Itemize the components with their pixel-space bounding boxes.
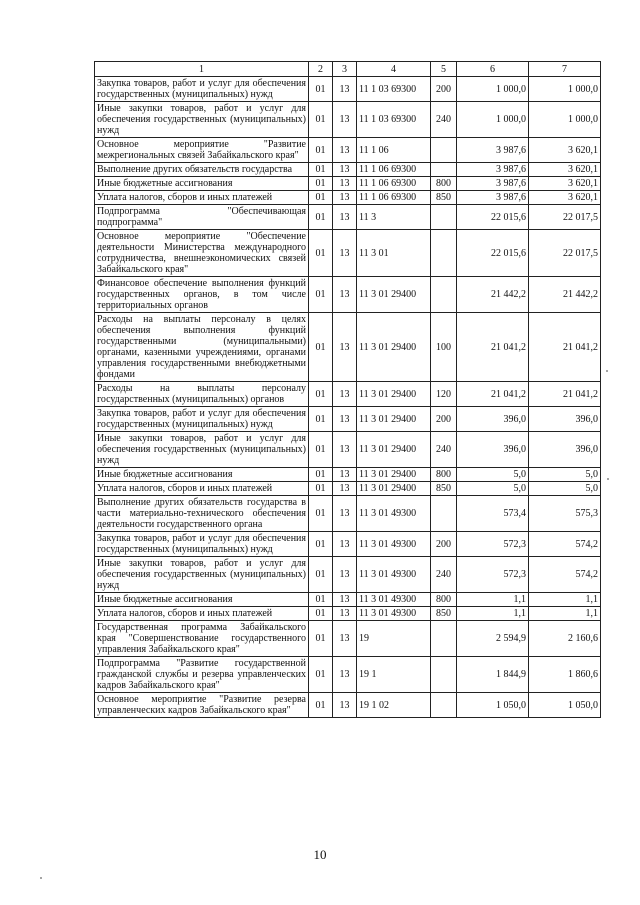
table-body: [95, 77, 601, 718]
cell-subsection: 13: [333, 693, 357, 718]
table-row: [95, 532, 601, 557]
cell-target-article: 11 3 01 29400: [357, 382, 431, 407]
table-row: [95, 191, 601, 205]
cell-amount-year-2: 3 620,1: [529, 177, 601, 191]
cell-expense-type: [431, 138, 457, 163]
cell-expense-type: 850: [431, 191, 457, 205]
cell-amount-year-2: 1 000,0: [529, 102, 601, 138]
cell-subsection: 13: [333, 230, 357, 277]
cell-subsection: 13: [333, 205, 357, 230]
cell-amount-year-1: 1,1: [457, 607, 529, 621]
cell-amount-year-1: 21 041,2: [457, 382, 529, 407]
cell-amount-year-2: 1 000,0: [529, 77, 601, 102]
cell-amount-year-2: 574,2: [529, 532, 601, 557]
cell-expense-type: [431, 163, 457, 177]
cell-expense-type: 800: [431, 468, 457, 482]
cell-section: 01: [309, 277, 333, 313]
cell-section: 01: [309, 313, 333, 382]
cell-subsection: 13: [333, 607, 357, 621]
cell-subsection: 13: [333, 532, 357, 557]
cell-target-article: 11 3 01 49300: [357, 496, 431, 532]
table-row: [95, 496, 601, 532]
table-row: [95, 621, 601, 657]
cell-name: Основное мероприятие "Обеспечение деятельности Министерства международного сотрудничества, внешнеэкономических связей Забайкальского края": [95, 230, 309, 277]
cell-section: 01: [309, 482, 333, 496]
cell-section: 01: [309, 177, 333, 191]
cell-name: Закупка товаров, работ и услуг для обеспечения государственных (муниципальных) нужд: [95, 532, 309, 557]
cell-section: 01: [309, 557, 333, 593]
cell-expense-type: 240: [431, 102, 457, 138]
cell-amount-year-2: 1 050,0: [529, 693, 601, 718]
cell-target-article: 11 1 03 69300: [357, 102, 431, 138]
cell-expense-type: 120: [431, 382, 457, 407]
col-header-6: 6: [457, 62, 529, 77]
table-row: [95, 277, 601, 313]
cell-expense-type: 200: [431, 407, 457, 432]
table-row: [95, 382, 601, 407]
cell-amount-year-2: 1 860,6: [529, 657, 601, 693]
table-row: [95, 163, 601, 177]
cell-section: 01: [309, 432, 333, 468]
cell-expense-type: [431, 621, 457, 657]
cell-amount-year-1: 572,3: [457, 557, 529, 593]
cell-expense-type: [431, 277, 457, 313]
cell-section: 01: [309, 693, 333, 718]
budget-table: [94, 61, 601, 718]
page-number: 10: [313, 847, 327, 862]
cell-name: Иные закупки товаров, работ и услуг для обеспечения государственных (муниципальных) нужд: [95, 102, 309, 138]
cell-section: 01: [309, 77, 333, 102]
table-row: [95, 607, 601, 621]
cell-section: 01: [309, 191, 333, 205]
cell-amount-year-1: 3 987,6: [457, 163, 529, 177]
cell-name: Уплата налогов, сборов и иных платежей: [95, 607, 309, 621]
cell-subsection: 13: [333, 138, 357, 163]
cell-amount-year-1: 1 844,9: [457, 657, 529, 693]
cell-amount-year-1: 21 041,2: [457, 313, 529, 382]
cell-amount-year-1: 1 000,0: [457, 77, 529, 102]
cell-subsection: 13: [333, 482, 357, 496]
cell-name: Государственная программа Забайкальского края "Совершенствование государственного управления Забайкальского края": [95, 621, 309, 657]
cell-name: Подпрограмма "Развитие государственной гражданской службы и резерва управленческих кадров Забайкальского края": [95, 657, 309, 693]
cell-section: 01: [309, 230, 333, 277]
cell-target-article: 11 3 01 49300: [357, 557, 431, 593]
table-row: [95, 482, 601, 496]
cell-amount-year-2: 21 041,2: [529, 313, 601, 382]
cell-amount-year-1: 573,4: [457, 496, 529, 532]
cell-name: Иные бюджетные ассигнования: [95, 593, 309, 607]
cell-amount-year-2: 574,2: [529, 557, 601, 593]
scan-speck: [606, 370, 608, 372]
cell-amount-year-1: 1,1: [457, 593, 529, 607]
cell-section: 01: [309, 102, 333, 138]
cell-section: 01: [309, 138, 333, 163]
scan-speck: [607, 478, 609, 480]
cell-section: 01: [309, 657, 333, 693]
cell-subsection: 13: [333, 102, 357, 138]
table-row: [95, 230, 601, 277]
cell-target-article: 11 1 06 69300: [357, 163, 431, 177]
table-row: [95, 557, 601, 593]
cell-amount-year-2: 22 017,5: [529, 205, 601, 230]
cell-target-article: 11 3 01 49300: [357, 607, 431, 621]
cell-target-article: 11 3: [357, 205, 431, 230]
cell-name: Финансовое обеспечение выполнения функций государственных органов, в том числе территориальных органов: [95, 277, 309, 313]
table-row: [95, 593, 601, 607]
cell-expense-type: 800: [431, 177, 457, 191]
cell-amount-year-2: 396,0: [529, 407, 601, 432]
cell-name: Иные бюджетные ассигнования: [95, 468, 309, 482]
cell-target-article: 11 1 06 69300: [357, 177, 431, 191]
col-header-2: 2: [309, 62, 333, 77]
cell-amount-year-1: 22 015,6: [457, 205, 529, 230]
cell-amount-year-2: 21 041,2: [529, 382, 601, 407]
table-row: [95, 432, 601, 468]
cell-expense-type: [431, 693, 457, 718]
cell-expense-type: 850: [431, 607, 457, 621]
cell-amount-year-1: 3 987,6: [457, 191, 529, 205]
cell-amount-year-1: 21 442,2: [457, 277, 529, 313]
cell-subsection: 13: [333, 177, 357, 191]
cell-expense-type: [431, 230, 457, 277]
cell-target-article: 11 3 01 29400: [357, 432, 431, 468]
cell-expense-type: 240: [431, 557, 457, 593]
col-header-5: 5: [431, 62, 457, 77]
cell-section: 01: [309, 621, 333, 657]
cell-expense-type: 800: [431, 593, 457, 607]
cell-section: 01: [309, 163, 333, 177]
cell-name: Закупка товаров, работ и услуг для обеспечения государственных (муниципальных) нужд: [95, 407, 309, 432]
cell-target-article: 11 1 06: [357, 138, 431, 163]
cell-target-article: 11 3 01 49300: [357, 593, 431, 607]
cell-amount-year-2: 575,3: [529, 496, 601, 532]
cell-subsection: 13: [333, 163, 357, 177]
cell-amount-year-2: 3 620,1: [529, 163, 601, 177]
cell-amount-year-2: 1,1: [529, 593, 601, 607]
cell-target-article: 11 3 01 29400: [357, 407, 431, 432]
cell-target-article: 19: [357, 621, 431, 657]
cell-section: 01: [309, 468, 333, 482]
table-header-row: [95, 62, 601, 77]
cell-name: Закупка товаров, работ и услуг для обеспечения государственных (муниципальных) нужд: [95, 77, 309, 102]
cell-name: Уплата налогов, сборов и иных платежей: [95, 191, 309, 205]
cell-target-article: 19 1 02: [357, 693, 431, 718]
table-row: [95, 407, 601, 432]
scan-speck: [40, 877, 42, 879]
cell-amount-year-2: 5,0: [529, 482, 601, 496]
cell-amount-year-1: 396,0: [457, 407, 529, 432]
cell-target-article: 11 3 01: [357, 230, 431, 277]
cell-subsection: 13: [333, 557, 357, 593]
cell-section: 01: [309, 607, 333, 621]
cell-subsection: 13: [333, 191, 357, 205]
cell-target-article: 11 3 01 29400: [357, 468, 431, 482]
col-header-4: 4: [357, 62, 431, 77]
col-header-3: 3: [333, 62, 357, 77]
cell-name: Иные бюджетные ассигнования: [95, 177, 309, 191]
cell-name: Выполнение других обязательств государства в части материально-технического обеспечения деятельности государственного органа: [95, 496, 309, 532]
cell-expense-type: [431, 657, 457, 693]
cell-expense-type: [431, 496, 457, 532]
cell-subsection: 13: [333, 496, 357, 532]
cell-target-article: 11 1 06 69300: [357, 191, 431, 205]
cell-amount-year-2: 5,0: [529, 468, 601, 482]
cell-amount-year-1: 396,0: [457, 432, 529, 468]
cell-target-article: 11 3 01 49300: [357, 532, 431, 557]
cell-name: Основное мероприятие "Развитие резерва управленческих кадров Забайкальского края": [95, 693, 309, 718]
cell-name: Иные закупки товаров, работ и услуг для обеспечения государственных (муниципальных) нужд: [95, 557, 309, 593]
cell-name: Выполнение других обязательств государства: [95, 163, 309, 177]
table-row: [95, 177, 601, 191]
cell-expense-type: 100: [431, 313, 457, 382]
cell-subsection: 13: [333, 313, 357, 382]
cell-amount-year-2: 3 620,1: [529, 191, 601, 205]
cell-amount-year-1: 3 987,6: [457, 138, 529, 163]
cell-target-article: 11 3 01 29400: [357, 313, 431, 382]
cell-subsection: 13: [333, 407, 357, 432]
cell-amount-year-1: 5,0: [457, 482, 529, 496]
cell-target-article: 11 1 03 69300: [357, 77, 431, 102]
cell-amount-year-1: 572,3: [457, 532, 529, 557]
cell-amount-year-2: 2 160,6: [529, 621, 601, 657]
cell-section: 01: [309, 407, 333, 432]
table-row: [95, 313, 601, 382]
cell-target-article: 19 1: [357, 657, 431, 693]
cell-target-article: 11 3 01 29400: [357, 277, 431, 313]
cell-subsection: 13: [333, 593, 357, 607]
cell-name: Основное мероприятие "Развитие межрегиональных связей Забайкальского края": [95, 138, 309, 163]
cell-amount-year-1: 2 594,9: [457, 621, 529, 657]
table-row: [95, 138, 601, 163]
cell-amount-year-1: 1 050,0: [457, 693, 529, 718]
cell-amount-year-1: 5,0: [457, 468, 529, 482]
cell-expense-type: 200: [431, 532, 457, 557]
cell-subsection: 13: [333, 382, 357, 407]
cell-expense-type: [431, 205, 457, 230]
col-header-7: 7: [529, 62, 601, 77]
table-row: [95, 205, 601, 230]
cell-subsection: 13: [333, 432, 357, 468]
cell-amount-year-2: 22 017,5: [529, 230, 601, 277]
cell-section: 01: [309, 496, 333, 532]
cell-amount-year-1: 1 000,0: [457, 102, 529, 138]
cell-subsection: 13: [333, 277, 357, 313]
cell-target-article: 11 3 01 29400: [357, 482, 431, 496]
cell-name: Иные закупки товаров, работ и услуг для обеспечения государственных (муниципальных) нужд: [95, 432, 309, 468]
cell-name: Расходы на выплаты персоналу в целях обеспечения выполнения функций государственными (муниципальными) органами, казенными учреждениями, органами управления государственными внебюджетными фондами: [95, 313, 309, 382]
cell-expense-type: 200: [431, 77, 457, 102]
cell-section: 01: [309, 382, 333, 407]
cell-amount-year-2: 396,0: [529, 432, 601, 468]
cell-expense-type: 240: [431, 432, 457, 468]
cell-subsection: 13: [333, 657, 357, 693]
cell-amount-year-1: 22 015,6: [457, 230, 529, 277]
table-row: [95, 657, 601, 693]
table-row: [95, 693, 601, 718]
cell-section: 01: [309, 593, 333, 607]
table-row: [95, 77, 601, 102]
cell-subsection: 13: [333, 77, 357, 102]
col-header-1: 1: [95, 62, 309, 77]
cell-amount-year-1: 3 987,6: [457, 177, 529, 191]
cell-subsection: 13: [333, 468, 357, 482]
cell-amount-year-2: 1,1: [529, 607, 601, 621]
cell-expense-type: 850: [431, 482, 457, 496]
cell-amount-year-2: 21 442,2: [529, 277, 601, 313]
cell-name: Уплата налогов, сборов и иных платежей: [95, 482, 309, 496]
table-row: [95, 102, 601, 138]
cell-subsection: 13: [333, 621, 357, 657]
cell-amount-year-2: 3 620,1: [529, 138, 601, 163]
cell-name: Расходы на выплаты персоналу государственных (муниципальных) органов: [95, 382, 309, 407]
cell-section: 01: [309, 532, 333, 557]
cell-name: Подпрограмма "Обеспечивающая подпрограмма": [95, 205, 309, 230]
cell-section: 01: [309, 205, 333, 230]
table-row: [95, 468, 601, 482]
